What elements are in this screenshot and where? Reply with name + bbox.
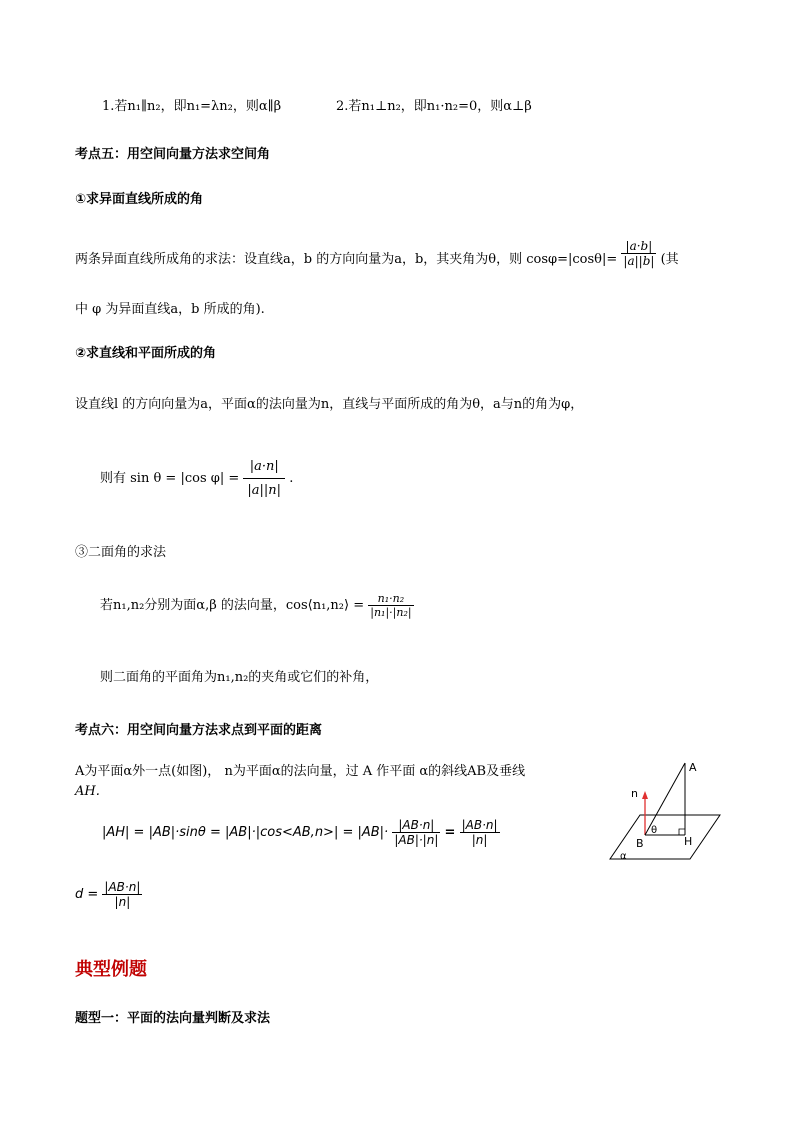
sub2-frac-num: |a·n|	[243, 455, 285, 479]
d-formula	[75, 880, 142, 909]
sub1-text-c: 中 φ 为异面直线a，b 所成的角).	[75, 302, 265, 317]
distance-eq: =	[444, 825, 456, 840]
distance-frac1	[392, 818, 440, 847]
typical-heading: 典型例题	[75, 959, 147, 980]
sub2-heading: ②求直线和平面所成的角	[75, 346, 217, 361]
section6-heading: 考点六：用空间向量方法求点到平面的距离	[75, 723, 323, 738]
sub1-text-b: (其	[660, 252, 679, 267]
sub3-text	[100, 592, 414, 619]
sub3-frac-den: |n₁|·|n₂|	[370, 606, 412, 619]
d-frac-den: |n|	[114, 895, 131, 909]
label-H: H	[684, 835, 693, 848]
sub3-fraction	[368, 592, 413, 619]
distance-formula-main: |AH| = |AB|·sinθ = |AB|·|cos<AB,n>| = |AB|·	[102, 825, 389, 840]
sub2-text: 设直线l 的方向向量为a，平面α的法向量为n，直线与平面所成的角为θ，a与n的角为φ，	[75, 397, 584, 412]
sub1-frac-num: |a·b|	[621, 239, 656, 254]
sub2-frac-den: |a||n|	[247, 483, 282, 498]
d-label: d =	[75, 887, 99, 902]
distance-formula	[102, 818, 500, 847]
sub1-fraction	[621, 239, 656, 268]
distance-frac2-den: |n|	[471, 833, 488, 847]
sub3-text-b: 则二面角的平面角为n₁,n₂的夹角或它们的补角，	[100, 670, 379, 685]
label-alpha: α	[620, 851, 627, 862]
sub2-formula-pre: 则有 sin θ = |cos φ| =	[100, 471, 240, 486]
distance-frac1-num: |AB·n|	[392, 818, 440, 833]
sub3-text-a: 若n₁,n₂分别为面α,β 的法向量，cos⟨n₁,n₂⟩ =	[100, 598, 365, 613]
label-B: B	[636, 837, 644, 850]
label-A: A	[689, 761, 697, 774]
section6-text-b: AH.	[75, 784, 100, 799]
normal-arrow-icon	[642, 791, 648, 799]
sub1-frac-den: |a||b|	[623, 254, 655, 268]
sub1-heading: ①求异面直线所成的角	[75, 192, 204, 207]
sub2-formula	[100, 455, 293, 502]
d-fraction	[102, 880, 142, 909]
label-theta: θ	[651, 825, 658, 836]
distance-frac2-num: |AB·n|	[461, 818, 498, 832]
plane-distance-figure	[600, 755, 730, 865]
perpendicular-condition: 2.若n₁⊥n₂，即n₁·n₂=0，则α⊥β	[336, 99, 532, 114]
sub2-formula-post: .	[289, 471, 294, 486]
distance-frac2	[460, 818, 500, 847]
sub2-fraction	[243, 455, 285, 502]
typical-sub-heading: 题型一：平面的法向量判断及求法	[75, 1011, 271, 1026]
sub3-frac-num: n₁·n₂	[368, 592, 413, 606]
label-n: n	[631, 787, 638, 800]
section5-heading: 考点五：用空间向量方法求空间角	[75, 147, 271, 162]
sub1-text-a: 两条异面直线所成角的求法：设直线a，b 的方向向量为a，b，其夹角为θ，则 cosφ=|cosθ|=	[75, 252, 618, 267]
distance-frac1-den: |AB|·|n|	[394, 833, 439, 847]
section6-text-a: A为平面α外一点(如图)， n为平面α的法向量，过 A 作平面 α的斜线AB及垂线	[75, 764, 526, 779]
d-frac-num: |AB·n|	[104, 880, 141, 894]
parallel-condition: 1.若n₁∥n₂，即n₁=λn₂，则α∥β	[102, 99, 282, 114]
sub1-text	[75, 239, 679, 268]
sub3-heading: ③二面角的求法	[75, 545, 167, 560]
